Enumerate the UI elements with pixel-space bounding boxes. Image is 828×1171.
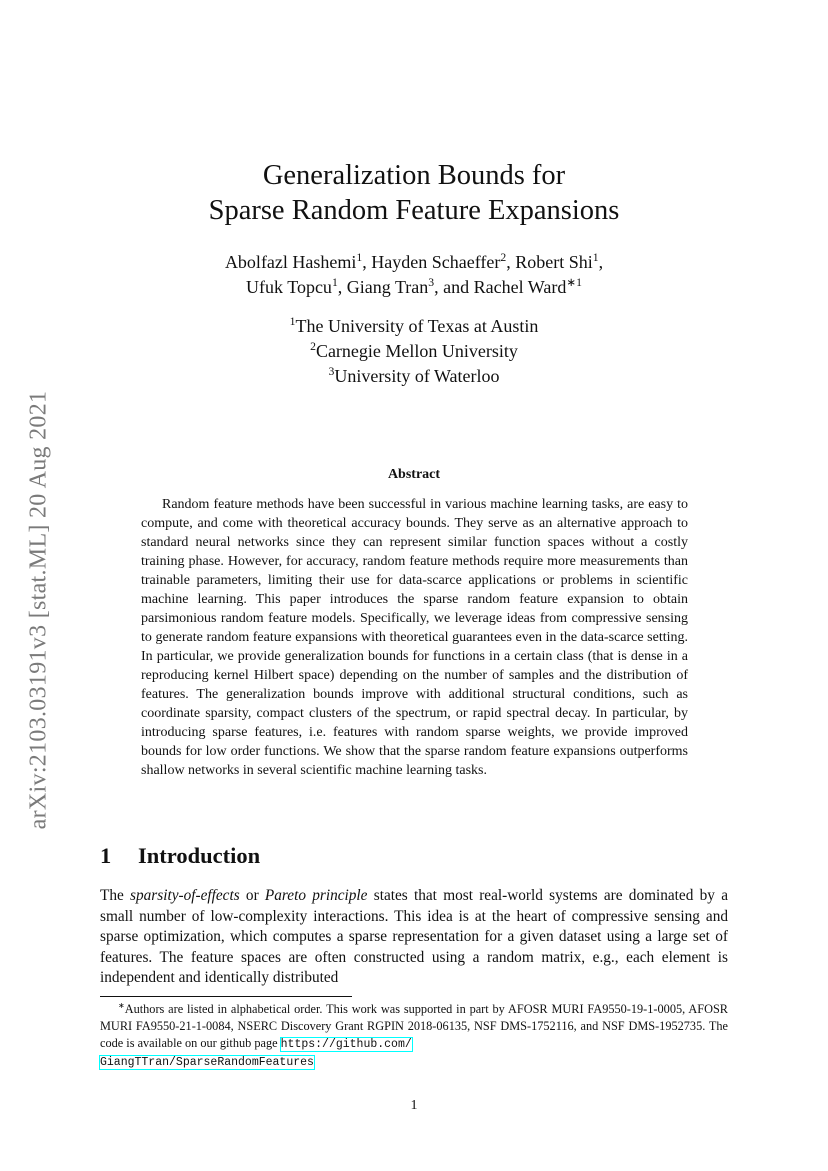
author-separator: , and <box>434 277 474 297</box>
affiliation-mark: 2 <box>310 340 316 353</box>
affiliation-name: University of Waterloo <box>334 366 500 386</box>
footnote-mark: ∗ <box>118 1000 125 1010</box>
author-mark: 1 <box>592 251 599 264</box>
author-name: Abolfazl Hashemi <box>224 252 357 272</box>
title-line-1: Generalization Bounds for <box>262 160 566 191</box>
author-name: Ufuk Topcu <box>246 277 332 297</box>
author-separator: , <box>337 277 347 297</box>
author-mark: 3 <box>428 276 435 289</box>
footnote-rule <box>100 996 352 997</box>
author-mark: 1 <box>331 276 338 289</box>
paper-title <box>0 158 828 228</box>
author-mark: ∗1 <box>566 276 582 289</box>
github-link-line-2[interactable]: GiangTTran/SparseRandomFeatures <box>100 1056 314 1069</box>
affiliation-name: Carnegie Mellon University <box>315 341 518 361</box>
affiliation-name: The University of Texas at Austin <box>295 316 539 336</box>
github-link-line-1[interactable]: https://github.com/ <box>280 1038 412 1051</box>
section-number: 1 <box>100 843 112 868</box>
affiliation <box>0 339 828 364</box>
arxiv-id: arXiv:2103.03191v3 [stat.ML] 20 Aug 2021 <box>25 390 52 830</box>
intro-emphasis: Pareto principle <box>264 887 368 904</box>
intro-text: states that most real-world systems are dominated by a small number of low-complexity interactions. This idea is at the heart of compressive sensing and sparse optimization, which computes a sparse representation for a given dataset using a large set of features. The feature spaces are often constructed using a random matrix, e.g., each element is independent and identically distributed <box>100 887 728 986</box>
abstract-heading: Abstract <box>387 467 441 482</box>
intro-paragraph <box>100 886 728 989</box>
title-line-2: Sparse Random Feature Expansions <box>208 195 620 226</box>
section-heading <box>100 843 260 869</box>
abstract-text: Random feature methods have been successful in various machine learning tasks, are easy to compute, and come with theoretical accuracy bounds. They serve as an alternative approach to standard neural networks since they can represent similar function spaces without a costly training phase. However, for accuracy, random feature methods require more measurements than trainable parameters, limiting their use for data-scarce applications or problems in scientific machine learning. This paper introduces the sparse random feature expansion to obtain parsimonious random feature models. Specifically, we leverage ideas from compressive sensing to generate random feature expansions with theoretical guarantees even in the data-scarce setting. In particular, we provide generalization bounds for functions in a certain class (that is dense in a reproducing kernel Hilbert space) depending on the number of samples and the distribution of features. The generalization bounds improve with additional structural conditions, such as coordinate sparsity, compact clusters of the spectrum, or rapid spectral decay. In particular, by introducing sparse features, i.e. features with random sparse weights, we provide improved bounds for low order functions. We show that the sparse random feature expansions outperforms shallow networks in several scientific machine learning tasks. <box>141 497 688 778</box>
arxiv-sidebar <box>22 350 56 870</box>
footnote <box>100 1001 728 1071</box>
affiliation <box>0 364 828 389</box>
author-name: Rachel Ward <box>473 277 567 297</box>
intro-text: The <box>100 887 131 904</box>
affiliation <box>0 314 828 339</box>
intro-emphasis: sparsity-of-effects <box>130 887 240 904</box>
author-separator: , <box>598 252 604 272</box>
author-list <box>0 250 828 300</box>
affiliation-mark: 1 <box>289 315 296 328</box>
author-separator: , <box>362 252 372 272</box>
page-number: 1 <box>410 1098 418 1113</box>
intro-text: or <box>239 887 265 904</box>
author-line-1 <box>0 250 828 275</box>
author-name: Hayden Schaeffer <box>371 252 501 272</box>
author-name: Robert Shi <box>515 252 593 272</box>
affiliation-list <box>0 314 828 389</box>
affiliation-mark: 3 <box>328 365 335 378</box>
author-name: Giang Tran <box>346 277 429 297</box>
author-mark: 2 <box>500 251 507 264</box>
footnote-text: Authors are listed in alphabetical order. This work was supported in part by AFOSR MURI FA9550-19-1-0005, AFOSR MURI FA9550-21-1-0084, NSERC Discovery Grant RGPIN 2018-06135, NSF DMS-1752116, and NSF DMS-1952735. The code is available on our github page <box>100 1002 728 1050</box>
author-line-2 <box>0 275 828 300</box>
section-title: Introduction <box>138 843 261 868</box>
author-separator: , <box>506 252 516 272</box>
author-mark: 1 <box>356 251 363 264</box>
